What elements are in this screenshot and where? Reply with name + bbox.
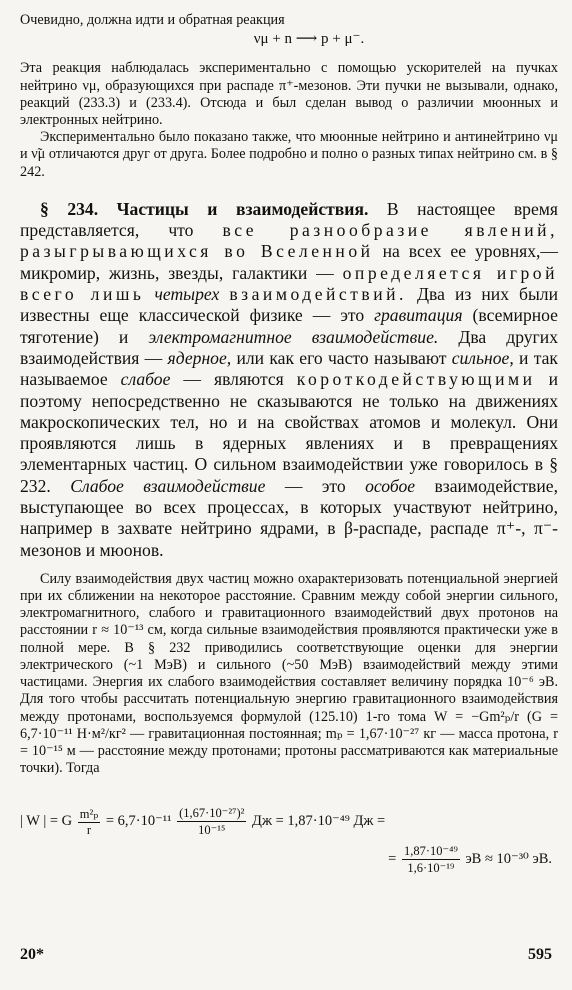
equation-line-2: = $\frac{\text{1,87·10⁻⁴⁹}}{\text{1,6·10⁻¹⁹}}$ эВ ≈ 10⁻³⁰ эВ. (388, 844, 552, 876)
fraction-m-over-r: $\frac{\text{m²ₚ}}{r}$ (79, 806, 99, 837)
equation-line-1: | W | = G $\frac{\text{m²ₚ}}{r}$ = 6,7·10⁻¹¹ $\frac{\text{(1,67·10⁻²⁷)²}}{\text{10⁻¹⁵}}$ Дж = 1,87·10⁻⁴⁹ Дж = (20, 806, 386, 838)
paragraph-antineutrino: Экспериментально было показано также, что мюонные нейтрино и антинейтрино νμ и ν̃μ отличаются друг от друга. Более подробно и полно о разных типах нейтрино см. в § 242. (20, 129, 558, 180)
fraction-joule-to-ev: $\frac{\text{1,87·10⁻⁴⁹}}{\text{1,6·10⁻¹⁹}}$ (403, 844, 458, 876)
paragraph-reaction-intro: Очевидно, должна идти и обратная реакция (20, 12, 285, 28)
fraction-mass-over-distance: $\frac{\text{(1,67·10⁻²⁷)²}}{\text{10⁻¹⁵}}$ (179, 806, 245, 838)
equation-block (20, 799, 558, 883)
page-body (20, 12, 558, 883)
section-heading: § 234. Частицы и взаимодействия. (40, 198, 369, 219)
signature-mark: 20* (20, 946, 44, 963)
page-number: 595 (528, 946, 552, 963)
paragraph-energy: Силу взаимодействия двух частиц можно охарактеризовать потенциальной энергией при их сближении на некоторое расстояние. Сравним между собой энергии сильного, электромагнитного, слабого и гравитационного взаимодействий двух протонов на расстоянии r ≈ 10⁻¹³ см, когда сильные взаимодействия проявляются практически уже в полной мере. В § 232 приводились соответствующие оценки для энергии электрического (~1 МэВ) и сильного (~50 МэВ) взаимодействий между этими частицами. Энергия их слабого взаимодействия составляет величину порядка 10⁻⁶ эВ. Для того чтобы рассчитать потенциальную энергию гравитационного взаимодействия между протонами, воспользуемся формулой (125.10) 1-го тома W = −Gm²ₚ/r (G = 6,7·10⁻¹¹ Н·м²/кг² — гравитационная постоянная; mₚ = 1,67·10⁻²⁷ кг — масса протона, r = 10⁻¹⁵ м — расстояние между протонами; протоны рассматриваются как материальные точки). Тогда (20, 570, 558, 777)
section-paragraph: § 234. Частицы и взаимодействия. В настоящее время представляется, что все разнообразие явлений, разыгрывающихся во Вселенной на всех ее уровнях,— микромир, жизнь, звезды, галактики — определяется игрой всего лишь четырех взаимодействий. Два из них были известны еще классической физике — это гравитация (всемирное тяготение) и электромагнитное взаимодействие. Два других взаимодействия — ядерное, или как его часто называют сильное, и так называемое слабое — являются короткодействующими и поэтому непосредственно не сказываются не только на движениях макроскопических тел, но и на свойствах атомов и молекул. Они проявляются лишь в ядерных явлениях и в превращениях элементарных частиц. О сильном взаимодействии уже говорилось в § 232. Слабое взаимодействие — это особое взаимодействие, выступающее во всех процессах, в которых участвуют нейтрино, например в захвате нейтрино ядрами, в β-распаде, распаде π⁺-, π⁻-мезонов и мюонов. (20, 198, 559, 560)
top-block (20, 12, 558, 181)
paragraph-accelerator: Эта реакция наблюдалась экспериментально с помощью ускорителей на пучках нейтрино νμ, образующихся при распаде π⁺-мезонов. Эти пучки не вызывали, однако, реакций (233.3) и (233.4). Отсюда и был сделан вывод о различии мюонных и электронных нейтрино. (20, 60, 558, 129)
section-234 (20, 199, 558, 561)
reaction-formula: νμ + n ⟶ p + μ⁻. (253, 31, 365, 48)
bottom-block (20, 571, 558, 777)
